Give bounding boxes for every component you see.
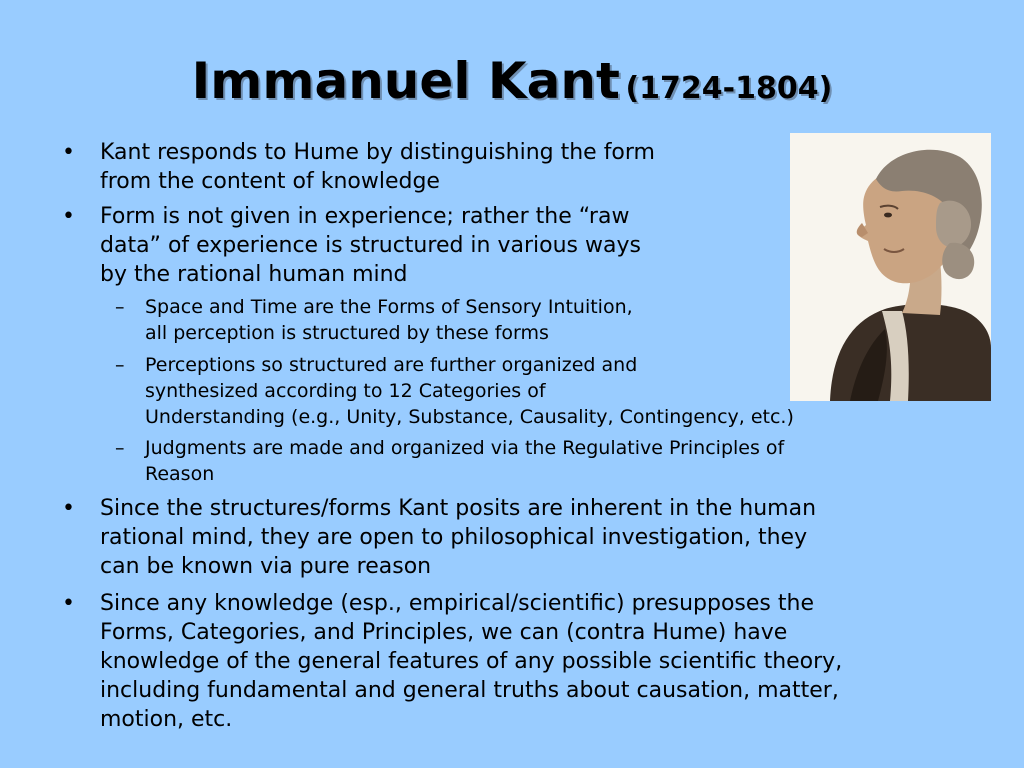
sub-bullet-marker: –	[115, 354, 125, 376]
sub-bullet-line: all perception is structured by these forms	[145, 322, 549, 344]
sub-bullet-item-1	[115, 294, 633, 346]
sub-bullet-line: Perceptions so structured are further organized and	[145, 354, 638, 376]
slide-title	[0, 52, 1024, 110]
bullet-line: Kant responds to Hume by distinguishing the form	[100, 140, 655, 165]
sub-bullet-marker: –	[115, 296, 125, 318]
bullet-marker: •	[62, 204, 75, 229]
bullet-line: data” of experience is structured in various ways	[100, 233, 641, 258]
sub-bullet-line: Space and Time are the Forms of Sensory Intuition,	[145, 296, 633, 318]
bullet-item-3	[62, 494, 817, 581]
bullet-line: Since the structures/forms Kant posits are inherent in the human	[100, 496, 817, 521]
bullet-marker: •	[62, 591, 75, 616]
bullet-line: Since any knowledge (esp., empirical/scientific) presupposes the	[100, 591, 814, 616]
sub-bullet-line: Understanding (e.g., Unity, Substance, Causality, Contingency, etc.)	[145, 406, 794, 428]
sub-bullet-marker: –	[115, 437, 125, 459]
sub-bullet-line: synthesized according to 12 Categories of	[145, 380, 546, 402]
sub-bullet-item-3	[115, 435, 785, 487]
bullet-line: including fundamental and general truths about causation, matter,	[100, 678, 839, 703]
kant-portrait-image	[790, 133, 991, 401]
bullet-line: motion, etc.	[100, 707, 233, 732]
bullet-line: from the content of knowledge	[100, 169, 440, 194]
bullet-line: by the rational human mind	[100, 262, 408, 287]
sub-bullet-item-2	[115, 352, 794, 430]
bullet-item-4	[62, 589, 843, 734]
bullet-line: Form is not given in experience; rather the “raw	[100, 204, 630, 229]
bullet-line: can be known via pure reason	[100, 554, 432, 579]
title-name: Immanuel Kant	[191, 52, 620, 110]
bullet-marker: •	[62, 140, 75, 165]
bullet-marker: •	[62, 496, 75, 521]
bullet-line: rational mind, they are open to philosophical investigation, they	[100, 525, 808, 550]
sub-bullet-line: Judgments are made and organized via the Regulative Principles of	[145, 437, 785, 459]
bullet-line: Forms, Categories, and Principles, we can (contra Hume) have	[100, 620, 788, 645]
title-years: (1724-1804)	[625, 71, 833, 106]
bullet-item-2	[62, 202, 641, 289]
sub-bullet-line: Reason	[145, 463, 215, 485]
bullet-line: knowledge of the general features of any possible scientific theory,	[100, 649, 843, 674]
bullet-item-1	[62, 138, 655, 196]
kant-portrait-drawing	[790, 133, 991, 401]
